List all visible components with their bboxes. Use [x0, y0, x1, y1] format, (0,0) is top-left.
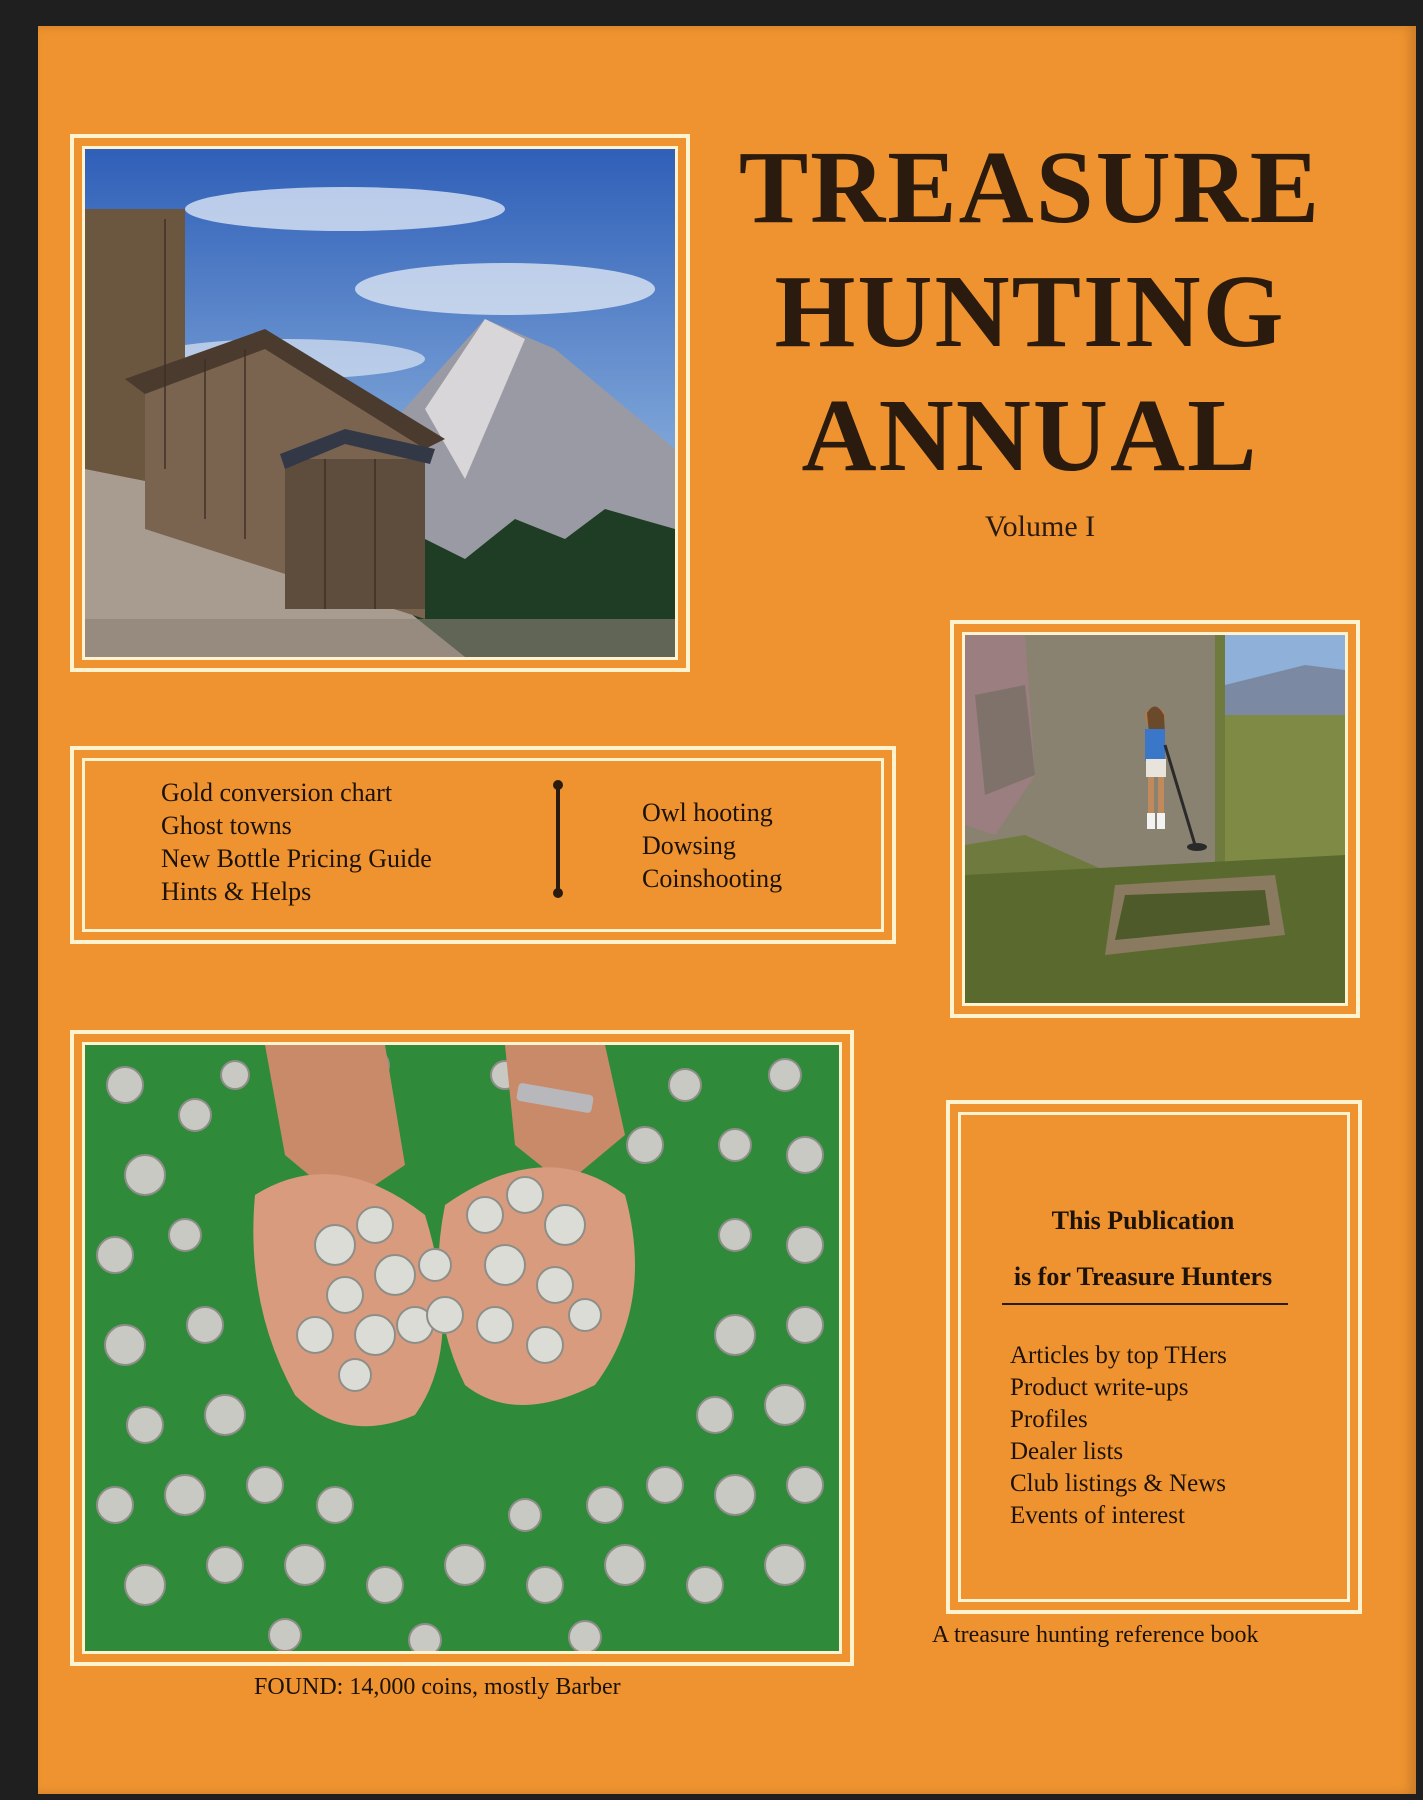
- book-cover: [38, 26, 1416, 1794]
- pub-item-profiles: Profiles: [1010, 1406, 1088, 1433]
- topics-divider: [556, 784, 560, 894]
- topic-ghost-towns: Ghost towns: [161, 811, 292, 840]
- topics-left: [161, 776, 432, 908]
- mill-photo: [82, 146, 678, 660]
- pub-item-product: Product write-ups: [1010, 1374, 1189, 1401]
- publication-list: [1010, 1340, 1227, 1532]
- ruins-photo-frame: [950, 620, 1360, 1018]
- topics-right: [642, 796, 782, 895]
- coin-caption: FOUND: 14,000 coins, mostly Barber: [254, 1674, 621, 1700]
- topic-gold-conversion: Gold conversion chart: [161, 778, 393, 807]
- topic-hints-helps: Hints & Helps: [161, 877, 312, 906]
- title-line-2: HUNTING: [774, 254, 1286, 369]
- ruins-photo: [962, 632, 1348, 1006]
- pub-item-articles: Articles by top THers: [1010, 1342, 1227, 1369]
- mill-photo-frame: [70, 134, 690, 672]
- title-line-1: TREASURE: [738, 130, 1322, 245]
- publication-heading-1: This Publication: [1051, 1206, 1235, 1235]
- topic-dowsing: Dowsing: [642, 831, 736, 860]
- topic-bottle-pricing: New Bottle Pricing Guide: [161, 844, 432, 873]
- volume-label: Volume I: [984, 510, 1096, 543]
- topic-coinshooting: Coinshooting: [642, 864, 783, 893]
- reference-caption: A treasure hunting reference book: [932, 1622, 1259, 1648]
- topic-owl-hooting: Owl hooting: [642, 798, 773, 827]
- pub-item-events: Events of interest: [1010, 1502, 1185, 1529]
- cover-title: [680, 126, 1380, 498]
- ruins-photo-image: [965, 635, 1345, 1003]
- title-line-3: ANNUAL: [801, 378, 1259, 493]
- pub-item-dealers: Dealer lists: [1010, 1438, 1124, 1465]
- mill-photo-image: [85, 149, 675, 657]
- coins-photo-image: [85, 1045, 839, 1651]
- coins-photo: [82, 1042, 842, 1654]
- coins-photo-frame: [70, 1030, 854, 1666]
- pub-item-clubs: Club listings & News: [1010, 1470, 1226, 1497]
- publication-rule: [1002, 1303, 1288, 1305]
- publication-heading-2: is for Treasure Hunters: [1013, 1262, 1273, 1291]
